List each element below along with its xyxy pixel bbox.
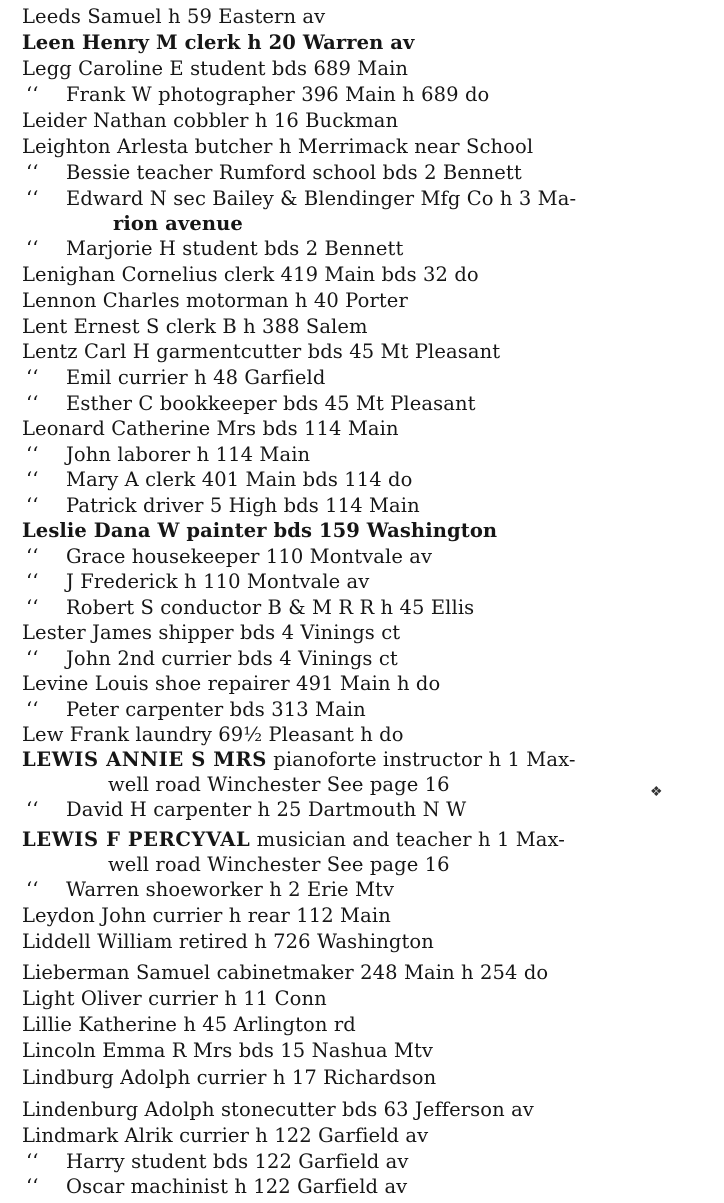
ditto-mark: ‘‘ [26,647,39,670]
ditto-mark: ‘‘ [26,468,39,491]
ditto-mark: ‘‘ [26,392,39,415]
ditto-mark: ‘‘ [26,798,39,821]
entry-leighton-bessie: ‘‘ Bessie teacher Rumford school bds 2 Bennett [26,161,522,184]
ditto-mark: ‘‘ [26,366,39,389]
ditto-mark: ‘‘ [26,187,39,210]
entry-lillie-katherine: Lillie Katherine h 45 Arlington rd [22,1013,356,1036]
entry-light-oliver: Light Oliver currier h 11 Conn [22,987,327,1010]
ditto-mark: ‘‘ [26,443,39,466]
ditto-mark: ‘‘ [26,1175,39,1198]
entry-leonard-patrick: ‘‘ Patrick driver 5 High bds 114 Main [26,494,420,517]
ditto-mark: ‘‘ [26,494,39,517]
entry-lindmark-oscar: ‘‘ Oscar machinist h 122 Garfield av [26,1175,408,1198]
ditto-mark: ‘‘ [26,698,39,721]
entry-lewis-f-percyval: LEWIS F PERCYVAL musician and teacher h 1 Max- [22,828,565,851]
entry-lew-frank: Lew Frank laundry 69½ Pleasant h do [22,723,404,746]
entry-lewis-annie: LEWIS ANNIE S MRS pianoforte instructor h 1 Max- [22,748,576,771]
entry-leslie-j-frederick: ‘‘ J Frederick h 110 Montvale av [26,570,370,593]
entry-leslie-dana: Leslie Dana W painter bds 159 Washington [22,519,498,542]
ditto-mark: ‘‘ [26,596,39,619]
entry-legg-caroline: Legg Caroline E student bds 689 Main [22,57,409,80]
entry-lentz-esther: ‘‘ Esther C bookkeeper bds 45 Mt Pleasant [26,392,476,415]
entry-levine-peter: ‘‘ Peter carpenter bds 313 Main [26,698,366,721]
entry-lenighan-cornelius: Lenighan Cornelius clerk 419 Main bds 32 do [22,263,479,286]
entry-lindmark-alrik: Lindmark Alrik currier h 122 Garfield av [22,1124,429,1147]
entry-leslie-grace: ‘‘ Grace housekeeper 110 Montvale av [26,545,433,568]
entry-leider-nathan: Leider Nathan cobbler h 16 Buckman [22,109,399,132]
ditto-mark: ‘‘ [26,570,39,593]
ditto-mark: ‘‘ [26,237,39,260]
ditto-mark: ‘‘ [26,1150,39,1173]
entry-levine-louis: Levine Louis shoe repairer 491 Main h do [22,672,441,695]
entry-legg-frank: ‘‘ Frank W photographer 396 Main h 689 do [26,83,490,106]
printer-mark: ❖ [650,784,663,800]
entry-leonard-mary: ‘‘ Mary A clerk 401 Main bds 114 do [26,468,413,491]
ditto-mark: ‘‘ [26,161,39,184]
ditto-mark: ‘‘ [26,545,39,568]
entry-lindenburg-adolph: Lindenburg Adolph stonecutter bds 63 Jefferson av [22,1098,534,1121]
entry-name: LEWIS ANNIE S MRS [22,748,267,771]
entry-lewis-david: ‘‘ David H carpenter h 25 Dartmouth N W [26,798,467,821]
entry-lentz-emil: ‘‘ Emil currier h 48 Garfield [26,366,326,389]
entry-lent-ernest: Lent Ernest S clerk B h 388 Salem [22,315,368,338]
entry-lentz-carl: Lentz Carl H garmentcutter bds 45 Mt Pleasant [22,340,501,363]
entry-lincoln-emma: Lincoln Emma R Mrs bds 15 Nashua Mtv [22,1039,434,1062]
entry-continuation: well road Winchester See page 16 [108,853,450,876]
entry-lester-john: ‘‘ John 2nd currier bds 4 Vinings ct [26,647,398,670]
entry-leonard-john: ‘‘ John laborer h 114 Main [26,443,311,466]
entry-lindburg-adolph: Lindburg Adolph currier h 17 Richardson [22,1066,437,1089]
entry-continuation: rion avenue [113,212,243,235]
entry-lindmark-harry: ‘‘ Harry student bds 122 Garfield av [26,1150,409,1173]
entry-leen-henry: Leen Henry M clerk h 20 Warren av [22,31,415,54]
entry-lennon-charles: Lennon Charles motorman h 40 Porter [22,289,408,312]
entry-leighton-arlesta: Leighton Arlesta butcher h Merrimack near School [22,135,534,158]
entry-leighton-edward: ‘‘ Edward N sec Bailey & Blendinger Mfg Co h 3 Ma- [26,187,577,210]
entry-lester-james: Lester James shipper bds 4 Vinings ct [22,621,401,644]
entry-name: LEWIS F PERCYVAL [22,828,251,851]
entry-leonard-catherine: Leonard Catherine Mrs bds 114 Main [22,417,399,440]
ditto-mark: ‘‘ [26,878,39,901]
entry-liddell-william: Liddell William retired h 726 Washington [22,930,434,953]
entry-continuation: well road Winchester See page 16 [108,773,450,796]
entry-lewis-warren: ‘‘ Warren shoeworker h 2 Erie Mtv [26,878,395,901]
entry-leighton-marjorie: ‘‘ Marjorie H student bds 2 Bennett [26,237,404,260]
entry-leeds-samuel: Leeds Samuel h 59 Eastern av [22,5,326,28]
entry-leydon-john: Leydon John currier h rear 112 Main [22,904,391,927]
entry-lieberman-samuel: Lieberman Samuel cabinetmaker 248 Main h 254 do [22,961,549,984]
entry-leslie-robert: ‘‘ Robert S conductor B & M R R h 45 Ellis [26,596,475,619]
ditto-mark: ‘‘ [26,83,39,106]
